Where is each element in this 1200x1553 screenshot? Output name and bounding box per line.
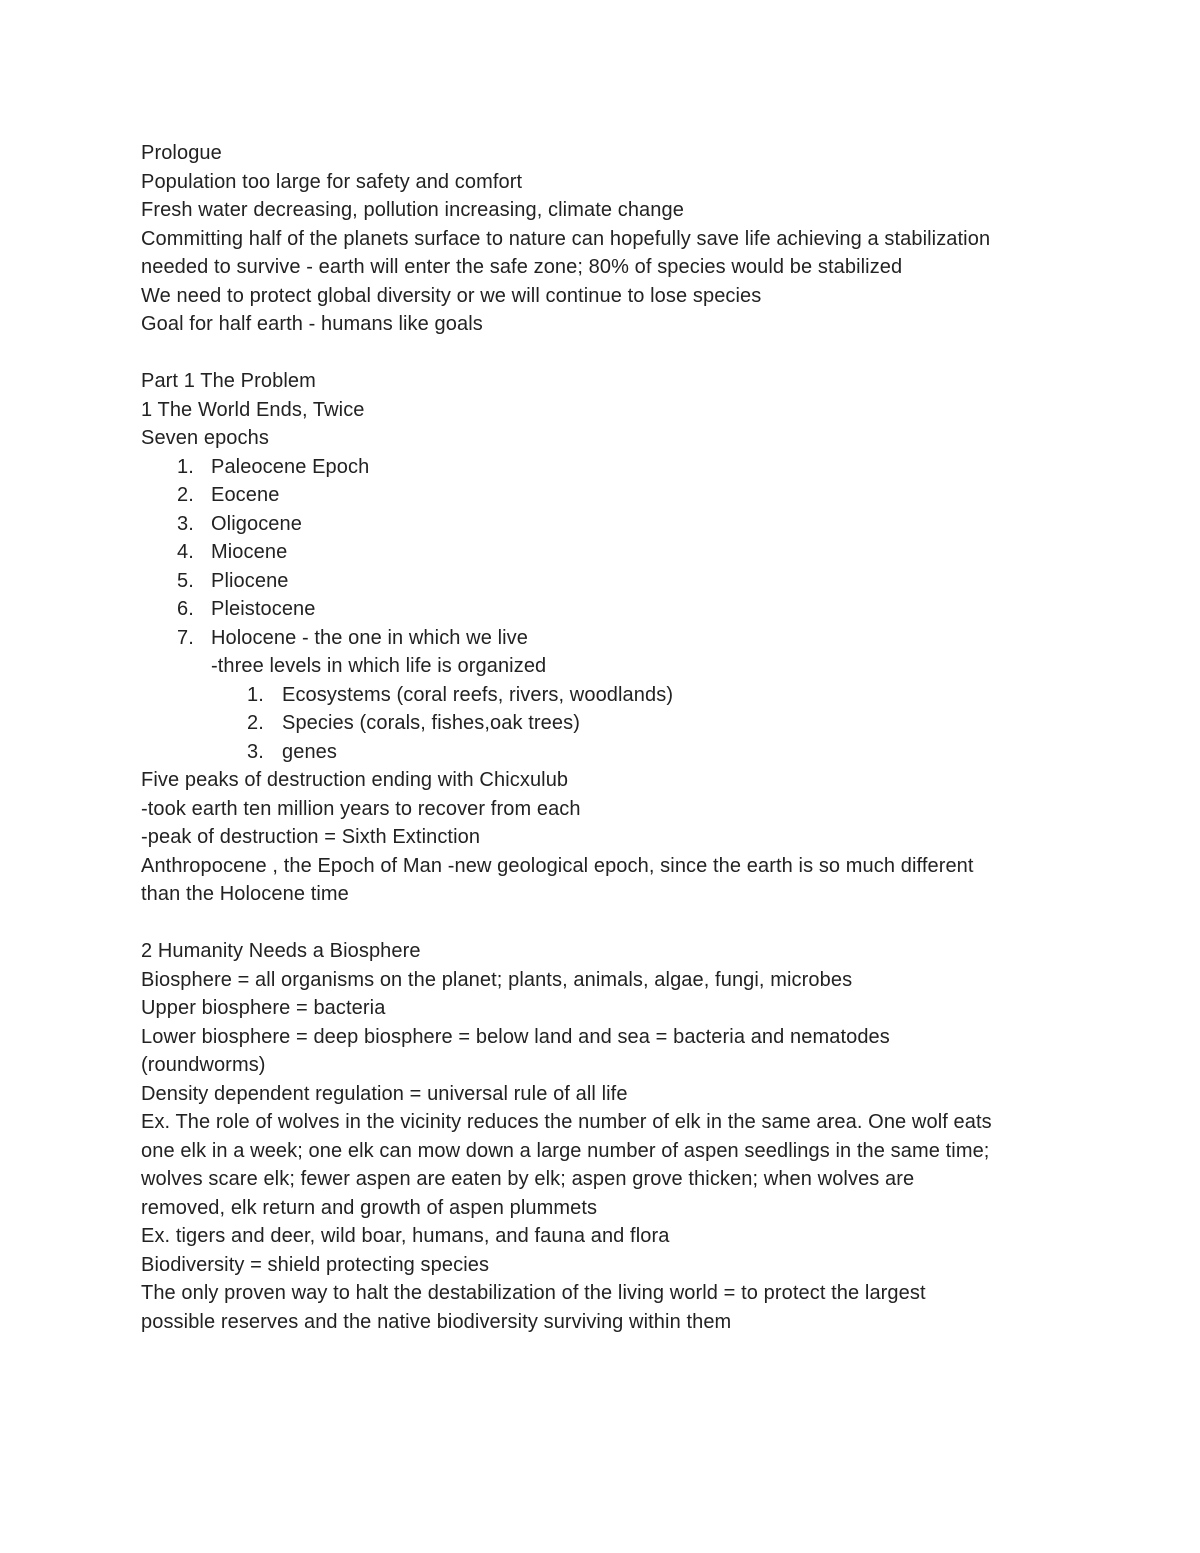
chapter2-line: Density dependent regulation = universal rule of all life bbox=[141, 1082, 628, 1105]
list-text: Ecosystems (coral reefs, rivers, woodlands) bbox=[282, 683, 674, 706]
chapter2-line: Upper biosphere = bacteria bbox=[141, 997, 386, 1019]
chapter2-line: The only proven way to halt the destabilization of the living world = to protect the largest bbox=[141, 1282, 926, 1304]
prologue-line: Fresh water decreasing, pollution increasing, climate change bbox=[141, 199, 684, 221]
list-number: 1. bbox=[247, 683, 264, 706]
chapter2-line: one elk in a week; one elk can mow down a large number of aspen seedlings in the same time; bbox=[141, 1139, 990, 1162]
list-number: 2. bbox=[247, 712, 264, 734]
chapter2-line: Biodiversity = shield protecting species bbox=[141, 1253, 490, 1276]
list-text: genes bbox=[282, 740, 337, 763]
list-item bbox=[141, 567, 1061, 596]
list-item bbox=[141, 595, 1061, 624]
chapter1-line: -peak of destruction = Sixth Extinction bbox=[141, 826, 481, 848]
blank-line bbox=[141, 339, 1061, 368]
prologue-line: needed to survive - earth will enter the safe zone; 80% of species would be stabilized bbox=[141, 256, 903, 278]
list-number: 3. bbox=[247, 740, 264, 763]
list-item bbox=[141, 538, 1061, 567]
list-text: Oligocene bbox=[211, 512, 302, 535]
list-text: Pleistocene bbox=[211, 598, 316, 620]
chapter1-line: than the Holocene time bbox=[141, 883, 349, 905]
list-number: 2. bbox=[177, 484, 194, 506]
prologue-line: We need to protect global diversity or we will continue to lose species bbox=[141, 284, 762, 307]
list-text: Holocene - the one in which we live bbox=[211, 626, 529, 649]
list-number: 3. bbox=[177, 512, 194, 535]
list-number: 1. bbox=[177, 455, 194, 478]
prologue-line: Committing half of the planets surface to nature can hopefully save life achieving a stabilization bbox=[141, 227, 991, 250]
document-page bbox=[141, 139, 1061, 1336]
blank-line bbox=[141, 909, 1061, 938]
prologue-heading: Prologue bbox=[141, 142, 222, 164]
levels-list bbox=[141, 681, 1061, 767]
chapter2-line: Ex. tigers and deer, wild boar, humans, and fauna and flora bbox=[141, 1225, 670, 1247]
part-heading: Part 1 The Problem bbox=[141, 370, 316, 392]
prologue-line: Population too large for safety and comfort bbox=[141, 170, 523, 193]
list-text: Eocene bbox=[211, 484, 280, 506]
chapter2-line: (roundworms) bbox=[141, 1054, 266, 1076]
list-item bbox=[141, 453, 1061, 482]
list-text: Paleocene Epoch bbox=[211, 455, 370, 478]
list-item bbox=[141, 709, 1061, 738]
chapter1-line: -took earth ten million years to recover from each bbox=[141, 797, 581, 820]
chapter1-line: Five peaks of destruction ending with Chicxulub bbox=[141, 769, 569, 791]
list-text: Miocene bbox=[211, 541, 288, 563]
list-number: 5. bbox=[177, 569, 194, 592]
list-item bbox=[141, 510, 1061, 539]
chapter2-line: Lower biosphere = deep biosphere = below land and sea = bacteria and nematodes bbox=[141, 1025, 890, 1048]
chapter-title: 1 The World Ends, Twice bbox=[141, 398, 365, 421]
list-number: 6. bbox=[177, 598, 194, 620]
list-number: 4. bbox=[177, 541, 194, 563]
chapter2-line: removed, elk return and growth of aspen plummets bbox=[141, 1196, 598, 1219]
list-item bbox=[141, 481, 1061, 510]
chapter2-line: Biosphere = all organisms on the planet; plants, animals, algae, fungi, microbes bbox=[141, 968, 853, 991]
list-text: Pliocene bbox=[211, 569, 289, 592]
levels-intro: -three levels in which life is organized bbox=[211, 655, 547, 677]
chapter2-line: possible reserves and the native biodiversity surviving within them bbox=[141, 1310, 732, 1333]
list-number: 7. bbox=[177, 626, 194, 649]
chapter-title: 2 Humanity Needs a Biosphere bbox=[141, 940, 421, 962]
chapter2-line: wolves scare elk; fewer aspen are eaten by elk; aspen grove thicken; when wolves are bbox=[141, 1168, 915, 1190]
epochs-intro: Seven epochs bbox=[141, 427, 269, 449]
list-text: Species (corals, fishes,oak trees) bbox=[282, 712, 580, 734]
chapter2-line: Ex. The role of wolves in the vicinity reduces the number of elk in the same area. One wolf eats bbox=[141, 1111, 992, 1133]
list-item bbox=[141, 681, 1061, 710]
prologue-line: Goal for half earth - humans like goals bbox=[141, 313, 483, 335]
list-item bbox=[141, 738, 1061, 767]
chapter1-line: Anthropocene , the Epoch of Man -new geological epoch, since the earth is so much different bbox=[141, 854, 974, 877]
epochs-list bbox=[141, 453, 1061, 653]
list-item bbox=[141, 624, 1061, 653]
